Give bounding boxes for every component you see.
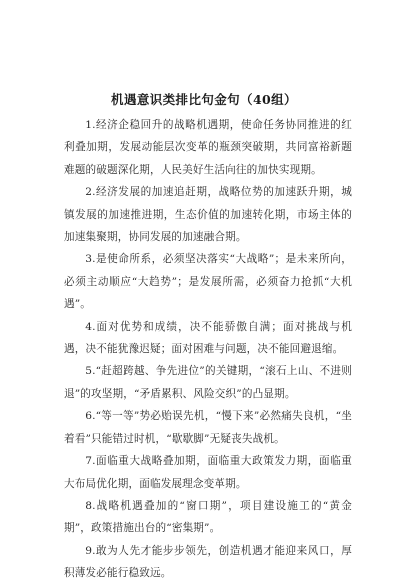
paragraph-8: 8.战略机遇叠加的“窗口期”，项目建设施工的“黄金期”，政策措施出台的“密集期”。 xyxy=(64,499,352,535)
paragraph-9: 9.敢为人先才能步步领先，创造机遇才能迎来风口，厚积薄发必能行稳致远。 xyxy=(64,544,352,580)
document-title: 机遇意识类排比句金句（40组） xyxy=(111,92,297,107)
paragraph-4: 4.面对优势和成绩，决不能骄傲自满；面对挑战与机遇，决不能犹豫迟疑；面对困难与问题，决不能回避退缩。 xyxy=(64,320,352,356)
paragraph-2: 2.经济发展的加速追赶期，战略位势的加速跃升期，城镇发展的加速推进期，生态价值的加速转化期，市场主体的加速集聚期，协同发展的加速融合期。 xyxy=(64,186,352,244)
paragraph-3: 3.是使命所系，必须坚决落实“大战略”；是未来所向，必须主动顺应“大趋势”；是发展所需，必须奋力抢抓“大机遇”。 xyxy=(64,253,352,311)
paragraph-1: 1.经济企稳回升的战略机遇期，使命任务协同推进的红利叠加期，发展动能层次变革的瓶颈突破期，共同富裕新题难题的破题深化期，人民美好生活向往的加快实现期。 xyxy=(64,119,352,176)
paragraph-5: 5.“赶超跨越、争先进位”的关键期，“滚石上山、不进则退”的攻坚期，“矛盾累积、风险交织”的凸显期。 xyxy=(64,365,352,400)
paragraph-6: 6.“等一等”势必贻误先机，“慢下来”必然痛失良机，“坐着看”只能错过时机，“歇歇脚”无疑丧失战机。 xyxy=(64,410,352,445)
document-body xyxy=(64,114,352,585)
paragraph-7: 7.面临重大战略叠加期，面临重大政策发力期，面临重大布局优化期，面临发展理念变革期。 xyxy=(64,455,352,490)
